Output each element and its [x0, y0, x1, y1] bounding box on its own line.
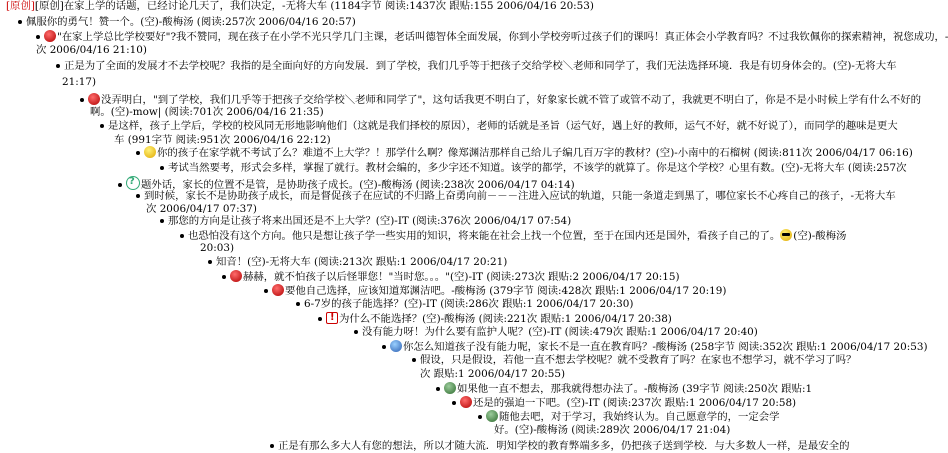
red-face-icon [230, 270, 242, 282]
thread-post[interactable] [100, 120, 898, 133]
post-text[interactable]: 还是的强迫一下吧。(空)-IT (阅读:237次 跟贴:1 2006/04/17 20:58) [473, 397, 797, 409]
thread-post[interactable] [180, 229, 847, 243]
original-tag: [原创] [6, 0, 35, 12]
blue-face-icon [390, 340, 402, 352]
thread-post[interactable] [80, 93, 922, 107]
bullet-icon [80, 98, 84, 102]
bullet-icon [436, 387, 440, 391]
green-face-icon [444, 382, 456, 394]
bullet-icon [136, 194, 140, 198]
post-text[interactable]: 正是有那么多大人有您的想法，所以才随大流．明知学校的教育弊端多多，仍把孩子送到学校．与大多数人一样，是最安全的 [278, 440, 850, 452]
post-text[interactable]: 考试当然要考，形式会多样，掌握了就行。教材会编的，多少字还不知道。该学的都学，不该学的就算了。你是这个学校？心里有数。(空)-无将大车 (阅读:257次 [168, 162, 907, 174]
post-text[interactable]: 知音！(空)-无将大车 (阅读:213次 跟贴:1 2006/04/17 20:21) [216, 256, 508, 268]
post-continuation: 次 跟贴:1 2006/04/17 20:55) [420, 368, 566, 380]
post-text[interactable]: 佩服你的勇气！赞一个。(空)-酸梅汤 (阅读:257次 2006/04/16 20:57) [26, 16, 356, 28]
smiley-icon [144, 146, 156, 158]
post-text[interactable]: 要他自己选择，应该知道郑渊洁吧。-酸梅汤 (379字节 阅读:428次 跟贴:1 2006/04/17 20:19) [285, 285, 727, 297]
post-text[interactable]: 如果他一直不想去，那我就得想办法了。-酸梅汤 (39字节 阅读:250次 跟贴:1 [457, 383, 813, 395]
post-text[interactable]: 你怎么知道孩子没有能力呢，家长不是一直在教育吗？-酸梅汤 (258字节 阅读:352次 跟贴:1 2006/04/17 20:53) [403, 341, 928, 353]
post-continuation: 好。(空)-酸梅汤 (阅读:289次 2006/04/17 21:04) [494, 424, 731, 436]
bullet-icon [160, 166, 164, 170]
thread-post[interactable] [160, 215, 720, 228]
post-text[interactable]: 没有能力呀！为什么要有监护人呢？(空)-IT (阅读:479次 跟贴:1 2006/04/17 20:40) [362, 326, 758, 338]
bullet-icon [136, 151, 140, 155]
thread-post[interactable] [222, 270, 720, 284]
thread-post[interactable] [6, 0, 720, 13]
thread-post[interactable] [436, 382, 813, 396]
red-face-icon [44, 30, 56, 42]
thread-post[interactable] [136, 190, 896, 203]
bullet-icon [412, 358, 416, 362]
post-continuation: 次 2006/04/16 21:10) [36, 44, 147, 56]
post-text[interactable]: 假设，只是假设，若他一直不想去学校呢？就不受教育了吗？在家也不想学习，就不学习了吗？ [420, 354, 857, 366]
thread-post[interactable] [478, 410, 780, 424]
exclamation-icon [326, 312, 338, 324]
red-face-icon [460, 396, 472, 408]
bullet-icon [382, 345, 386, 349]
post-text[interactable]: 没弄明白，"到了学校，我们几乎等于把孩子交给学校＼老师和同学了"，这句话我更不明白了，好象家长就不管了或管不动了，我就更不明白了，你是不是小时候上学有什么不好的 [101, 94, 922, 106]
bullet-icon [452, 401, 456, 405]
bullet-icon [18, 20, 22, 24]
post-continuation: 20:03) [200, 242, 234, 254]
question-icon [126, 176, 140, 190]
post-text[interactable]: "在家上学总比学校要好"?我不赞同，现在孩子在小学不光只学几门主课，老话叫德智体全面发展，你到小学校旁听过孩子们的课吗！真正体会小学教育吗？不过我钦佩你的探索精神，祝您成功，- [57, 31, 948, 43]
post-text[interactable]: 赫赫，就不怕孩子以后怪罪您！"当时您。。。"(空)-IT (阅读:273次 跟贴:2 2006/04/17 20:15) [243, 271, 680, 283]
thread-post[interactable] [56, 60, 897, 73]
red-face-icon [272, 284, 284, 296]
bullet-icon [180, 234, 184, 238]
green-face-icon [486, 410, 498, 422]
post-text[interactable]: 是这样，孩子上学后，学校的校风同无形地影响他们（这就是我们择校的原因），老师的话就是圣旨（运气好，遇上好的教师，运气不好，就不好说了），而同学的趣味是更大 [108, 120, 898, 132]
post-text[interactable]: 随他去吧，对于学习，我始终认为。自己愿意学的，一定会学 [499, 411, 780, 423]
bullet-icon [208, 260, 212, 264]
thread-post[interactable] [160, 162, 907, 175]
bullet-icon [100, 124, 104, 128]
thread-post[interactable] [136, 146, 913, 160]
thread-post[interactable] [382, 340, 928, 354]
post-text[interactable]: 也恐怕没有这个方向。他只是想让孩子学一些实用的知识，将来能在社会上找一个位置，至于在国内还是国外，看孩子自己的了。 [188, 230, 781, 242]
post-author[interactable]: (空)-酸梅汤 [793, 230, 847, 242]
post-text[interactable]: [原创]在家上学的话题，已经讨论几天了，我们决定，-无将大车 (1184字节 阅读:1437次 跟贴:155 2006/04/16 20:53) [34, 0, 594, 12]
thread-post[interactable] [270, 440, 850, 453]
bullet-icon [36, 35, 40, 39]
bullet-icon [118, 183, 122, 187]
bullet-icon [478, 415, 482, 419]
thread-post[interactable] [18, 16, 720, 29]
post-text[interactable]: 你的孩子在家学就不考试了么？难道不上大学？！那学什么啊？像郑渊洁那样自己给儿子编几百万字的教材？(空)-小南中的石榴树 (阅读:811次 2006/04/17 06:16) [157, 147, 913, 159]
thread-post[interactable] [412, 354, 857, 367]
thread-post[interactable] [318, 312, 720, 326]
thread-post[interactable] [208, 256, 720, 269]
post-text[interactable]: 那您的方向是让孩子将来出国还是不上大学？(空)-IT (阅读:376次 2006/04/17 07:54) [168, 215, 572, 227]
post-text[interactable]: 6-7岁的孩子能选择？(空)-IT (阅读:286次 跟贴:1 2006/04/17 20:30) [304, 298, 634, 310]
post-continuation: 21:17) [62, 76, 96, 88]
sunglasses-smiley-icon [780, 229, 792, 241]
bullet-icon [354, 330, 358, 334]
post-text[interactable]: 题外话，家长的位置不是管，是协助孩子成长。(空)-酸梅汤 (阅读:238次 2006/04/17 04:14) [141, 179, 575, 191]
bullet-icon [160, 219, 164, 223]
bullet-icon [222, 275, 226, 279]
thread-post[interactable] [354, 326, 758, 339]
bullet-icon [56, 64, 60, 68]
thread-post[interactable] [452, 396, 797, 410]
bullet-icon [318, 317, 322, 321]
bullet-icon [264, 289, 268, 293]
red-face-icon [88, 93, 100, 105]
post-continuation: 啊。(空)-mow| (阅读:701次 2006/04/16 21:35) [90, 106, 324, 118]
post-text[interactable]: 正是为了全面的发展才不去学校呢？我指的是全面向好的方向发展．到了学校，我们几乎等于把孩子交给学校＼老师和同学了，我们无法选择环境．我是有切身体会的。(空)-无将大车 [64, 60, 897, 72]
thread-post[interactable] [36, 30, 948, 44]
post-text[interactable]: 到时候，家长不是协助孩子成长，而是督促孩子在应试的不归路上奋勇向前－－－注进入应试的轨道，只能一条道走到黑了，哪位家长不心疼自己的孩子，-无将大车 [144, 190, 896, 202]
bullet-icon [296, 302, 300, 306]
post-text[interactable]: 为什么不能选择？(空)-酸梅汤 (阅读:221次 跟贴:1 2006/04/17 20:38) [339, 313, 672, 325]
bullet-icon [270, 444, 274, 448]
thread-post[interactable] [264, 284, 727, 298]
post-continuation: 车 (991字节 阅读:951次 2006/04/16 22:12) [114, 134, 331, 146]
thread-post[interactable] [296, 298, 720, 311]
post-continuation: 次 2006/04/17 07:37) [146, 203, 257, 215]
